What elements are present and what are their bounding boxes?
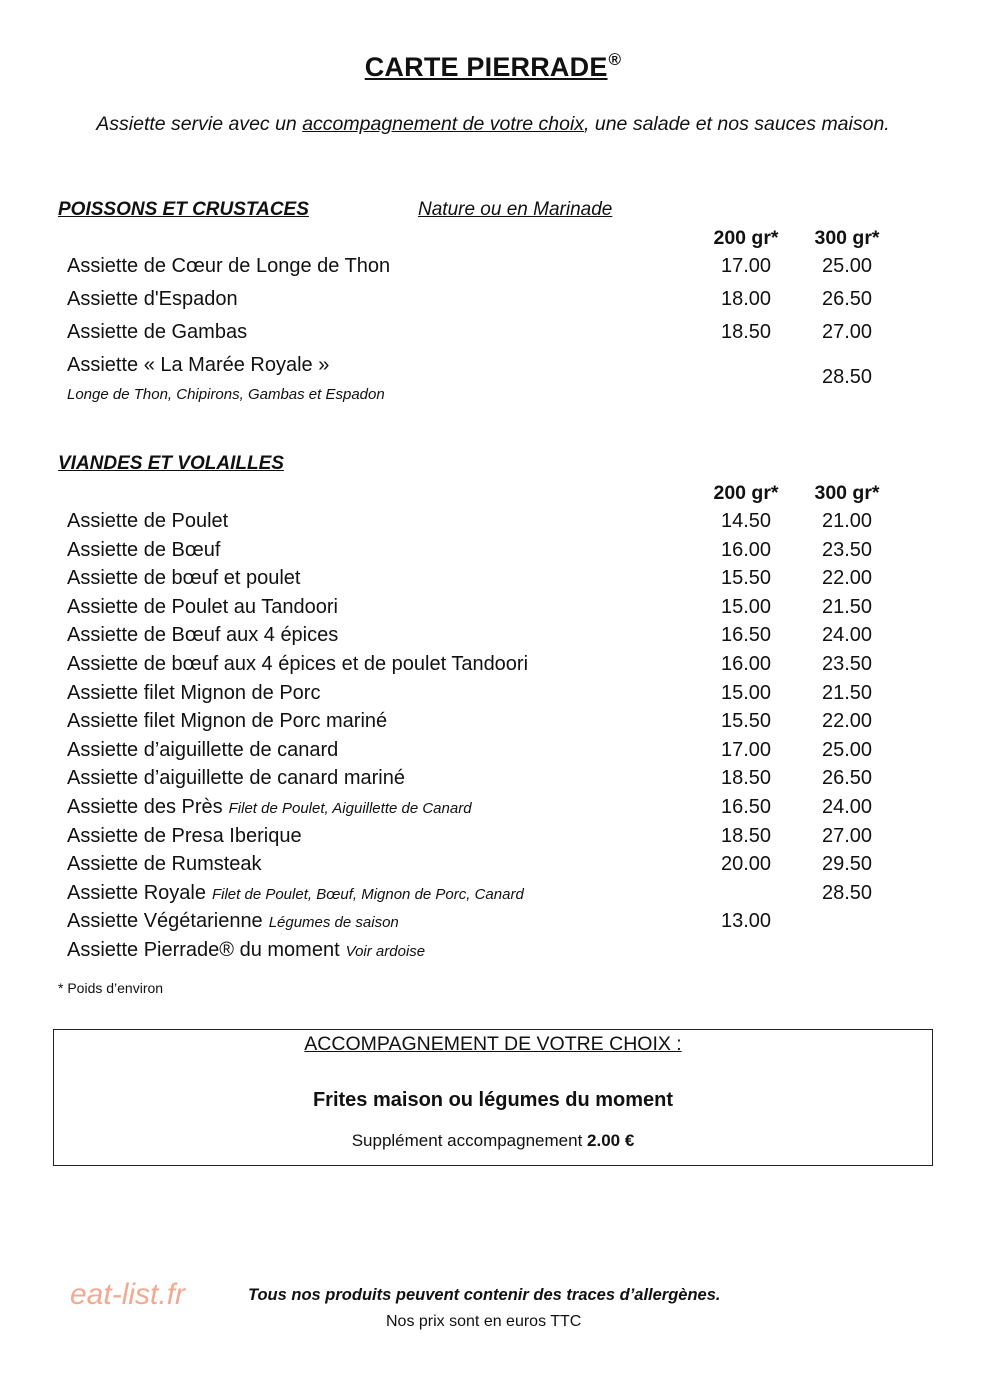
menu-item-name bbox=[67, 288, 238, 311]
price-200g: 15.00 bbox=[720, 682, 772, 704]
menu-item-row bbox=[0, 853, 986, 881]
menu-item-row bbox=[0, 624, 986, 652]
section-note-marinade: Nature ou en Marinade bbox=[418, 199, 613, 220]
menu-item-name bbox=[67, 710, 387, 733]
menu-item-row bbox=[0, 596, 986, 624]
menu-item-description: Voir ardoise bbox=[345, 943, 426, 960]
supplement-label: Supplément accompagnement bbox=[351, 1131, 588, 1150]
menu-item-label: Assiette filet Mignon de Porc bbox=[67, 682, 321, 704]
section-title-poissons: POISSONS ET CRUSTACES bbox=[58, 199, 309, 220]
menu-item-label: Assiette de Rumsteak bbox=[67, 853, 262, 875]
menu-item-label: Assiette Pierrade® du moment bbox=[67, 939, 340, 961]
menu-item-name bbox=[67, 767, 405, 790]
price-300g: 27.00 bbox=[821, 321, 873, 343]
price-300g: 22.00 bbox=[821, 710, 873, 732]
menu-item-label: Assiette de Bœuf bbox=[67, 539, 221, 561]
title-text: CARTE PIERRADE bbox=[364, 52, 608, 82]
price-200g: 16.50 bbox=[720, 796, 772, 818]
menu-item-label: Assiette Royale bbox=[67, 882, 206, 904]
menu-item-row bbox=[0, 567, 986, 595]
menu-item-label: Assiette d'Espadon bbox=[67, 288, 238, 310]
price-200g: 18.50 bbox=[720, 321, 772, 343]
menu-item-label: Assiette « La Marée Royale » bbox=[67, 354, 330, 376]
price-300g: 25.00 bbox=[821, 739, 873, 761]
price-300g: 28.50 bbox=[821, 366, 873, 388]
price-300g: 23.50 bbox=[821, 539, 873, 561]
price-300g: 24.00 bbox=[821, 796, 873, 818]
menu-item-row bbox=[0, 255, 986, 283]
price-300g: 28.50 bbox=[821, 882, 873, 904]
subtitle-before: Assiette servie avec un bbox=[96, 113, 303, 135]
poissons-col-200: 200 gr* bbox=[713, 227, 779, 249]
menu-item-label: Assiette Végétarienne bbox=[67, 910, 263, 932]
price-200g: 17.00 bbox=[720, 255, 772, 277]
menu-item-name bbox=[67, 796, 472, 819]
menu-item-label: Assiette de Presa Iberique bbox=[67, 825, 302, 847]
accompagnement-main: Frites maison ou légumes du moment bbox=[312, 1089, 674, 1111]
menu-item-name bbox=[67, 910, 399, 933]
price-200g: 16.00 bbox=[720, 653, 772, 675]
menu-item-description: Filet de Poulet, Aiguillette de Canard bbox=[228, 800, 472, 817]
menu-item-name bbox=[67, 739, 338, 762]
menu-item-name bbox=[67, 354, 329, 377]
price-200g: 16.00 bbox=[720, 539, 772, 561]
menu-item-row bbox=[0, 939, 986, 967]
menu-item-row bbox=[0, 288, 986, 316]
poissons-col-300: 300 gr* bbox=[814, 227, 880, 249]
viandes-col-300: 300 gr* bbox=[814, 482, 880, 504]
menu-item-row bbox=[0, 354, 986, 388]
menu-item-label: Assiette de Poulet bbox=[67, 510, 229, 532]
price-200g: 17.00 bbox=[720, 739, 772, 761]
menu-item-name bbox=[67, 882, 524, 905]
prices-ttc-notice: Nos prix sont en euros TTC bbox=[386, 1313, 582, 1330]
subtitle-after: , une salade et nos sauces maison. bbox=[584, 113, 890, 135]
menu-item-label: Assiette filet Mignon de Porc mariné bbox=[67, 710, 388, 732]
accompagnement-supplement bbox=[53, 1131, 933, 1151]
section-title-viandes: VIANDES ET VOLAILLES bbox=[58, 453, 284, 474]
menu-item-description: Filet de Poulet, Bœuf, Mignon de Porc, Canard bbox=[211, 886, 524, 903]
footnote: * Poids d’environ bbox=[58, 980, 164, 996]
page-subtitle bbox=[0, 113, 986, 136]
supplement-price: 2.00 € bbox=[587, 1131, 635, 1150]
menu-item-name bbox=[67, 255, 390, 278]
menu-item-name bbox=[67, 321, 247, 344]
price-200g: 15.00 bbox=[720, 596, 772, 618]
marée-royale-description: Longe de Thon, Chipirons, Gambas et Espadon bbox=[67, 386, 385, 403]
price-300g: 26.50 bbox=[821, 288, 873, 310]
price-200g: 18.00 bbox=[720, 288, 772, 310]
menu-item-name bbox=[67, 567, 300, 590]
menu-item-row bbox=[0, 321, 986, 349]
menu-item-label: Assiette d’aiguillette de canard mariné bbox=[67, 767, 405, 789]
menu-item-label: Assiette des Près bbox=[67, 796, 223, 818]
price-300g: 21.00 bbox=[821, 510, 873, 532]
price-300g: 21.50 bbox=[821, 596, 873, 618]
menu-item-row bbox=[0, 910, 986, 938]
price-200g: 18.50 bbox=[720, 767, 772, 789]
menu-item-row bbox=[0, 653, 986, 681]
menu-item-name bbox=[67, 939, 425, 962]
menu-item-name bbox=[67, 825, 302, 848]
menu-item-label: Assiette de Gambas bbox=[67, 321, 248, 343]
menu-item-row bbox=[0, 767, 986, 795]
menu-item-name bbox=[67, 539, 220, 562]
menu-item-row bbox=[0, 796, 986, 824]
menu-item-row bbox=[0, 682, 986, 710]
price-300g: 27.00 bbox=[821, 825, 873, 847]
price-200g: 15.50 bbox=[720, 567, 772, 589]
registered-mark: ® bbox=[608, 50, 622, 69]
menu-item-name bbox=[67, 510, 228, 533]
menu-item-label: Assiette de bœuf et poulet bbox=[67, 567, 301, 589]
menu-item-name bbox=[67, 596, 338, 619]
page-title bbox=[0, 50, 986, 83]
menu-item-row bbox=[0, 882, 986, 910]
menu-item-name bbox=[67, 624, 338, 647]
price-300g: 29.50 bbox=[821, 853, 873, 875]
price-200g: 15.50 bbox=[720, 710, 772, 732]
menu-item-row bbox=[0, 510, 986, 538]
menu-item-label: Assiette de Cœur de Longe de Thon bbox=[67, 255, 391, 277]
menu-item-label: Assiette de Bœuf aux 4 épices bbox=[67, 624, 339, 646]
menu-item-label: Assiette de Poulet au Tandoori bbox=[67, 596, 338, 618]
menu-item-row bbox=[0, 739, 986, 767]
accompagnement-title: ACCOMPAGNEMENT DE VOTRE CHOIX : bbox=[304, 1033, 682, 1055]
price-300g: 22.00 bbox=[821, 567, 873, 589]
price-200g: 16.50 bbox=[720, 624, 772, 646]
watermark-logo: eat-list.fr bbox=[70, 1278, 186, 1311]
price-200g: 20.00 bbox=[720, 853, 772, 875]
price-200g: 18.50 bbox=[720, 825, 772, 847]
menu-item-name bbox=[67, 653, 528, 676]
allergen-notice: Tous nos produits peuvent contenir des traces d’allergènes. bbox=[248, 1286, 721, 1304]
menu-item-name bbox=[67, 853, 262, 876]
price-300g: 24.00 bbox=[821, 624, 873, 646]
price-200g: 14.50 bbox=[720, 510, 772, 532]
menu-item-row bbox=[0, 710, 986, 738]
price-300g: 21.50 bbox=[821, 682, 873, 704]
menu-item-row bbox=[0, 825, 986, 853]
menu-item-description: Légumes de saison bbox=[268, 914, 399, 931]
price-300g: 25.00 bbox=[821, 255, 873, 277]
price-300g: 23.50 bbox=[821, 653, 873, 675]
menu-item-name bbox=[67, 682, 320, 705]
viandes-col-200: 200 gr* bbox=[713, 482, 779, 504]
menu-item-label: Assiette d’aiguillette de canard bbox=[67, 739, 339, 761]
price-300g: 26.50 bbox=[821, 767, 873, 789]
price-200g: 13.00 bbox=[720, 910, 772, 932]
menu-item-row bbox=[0, 539, 986, 567]
subtitle-underlined: accompagnement de votre choix bbox=[302, 113, 585, 135]
menu-item-label: Assiette de bœuf aux 4 épices et de poulet Tandoori bbox=[67, 653, 529, 675]
